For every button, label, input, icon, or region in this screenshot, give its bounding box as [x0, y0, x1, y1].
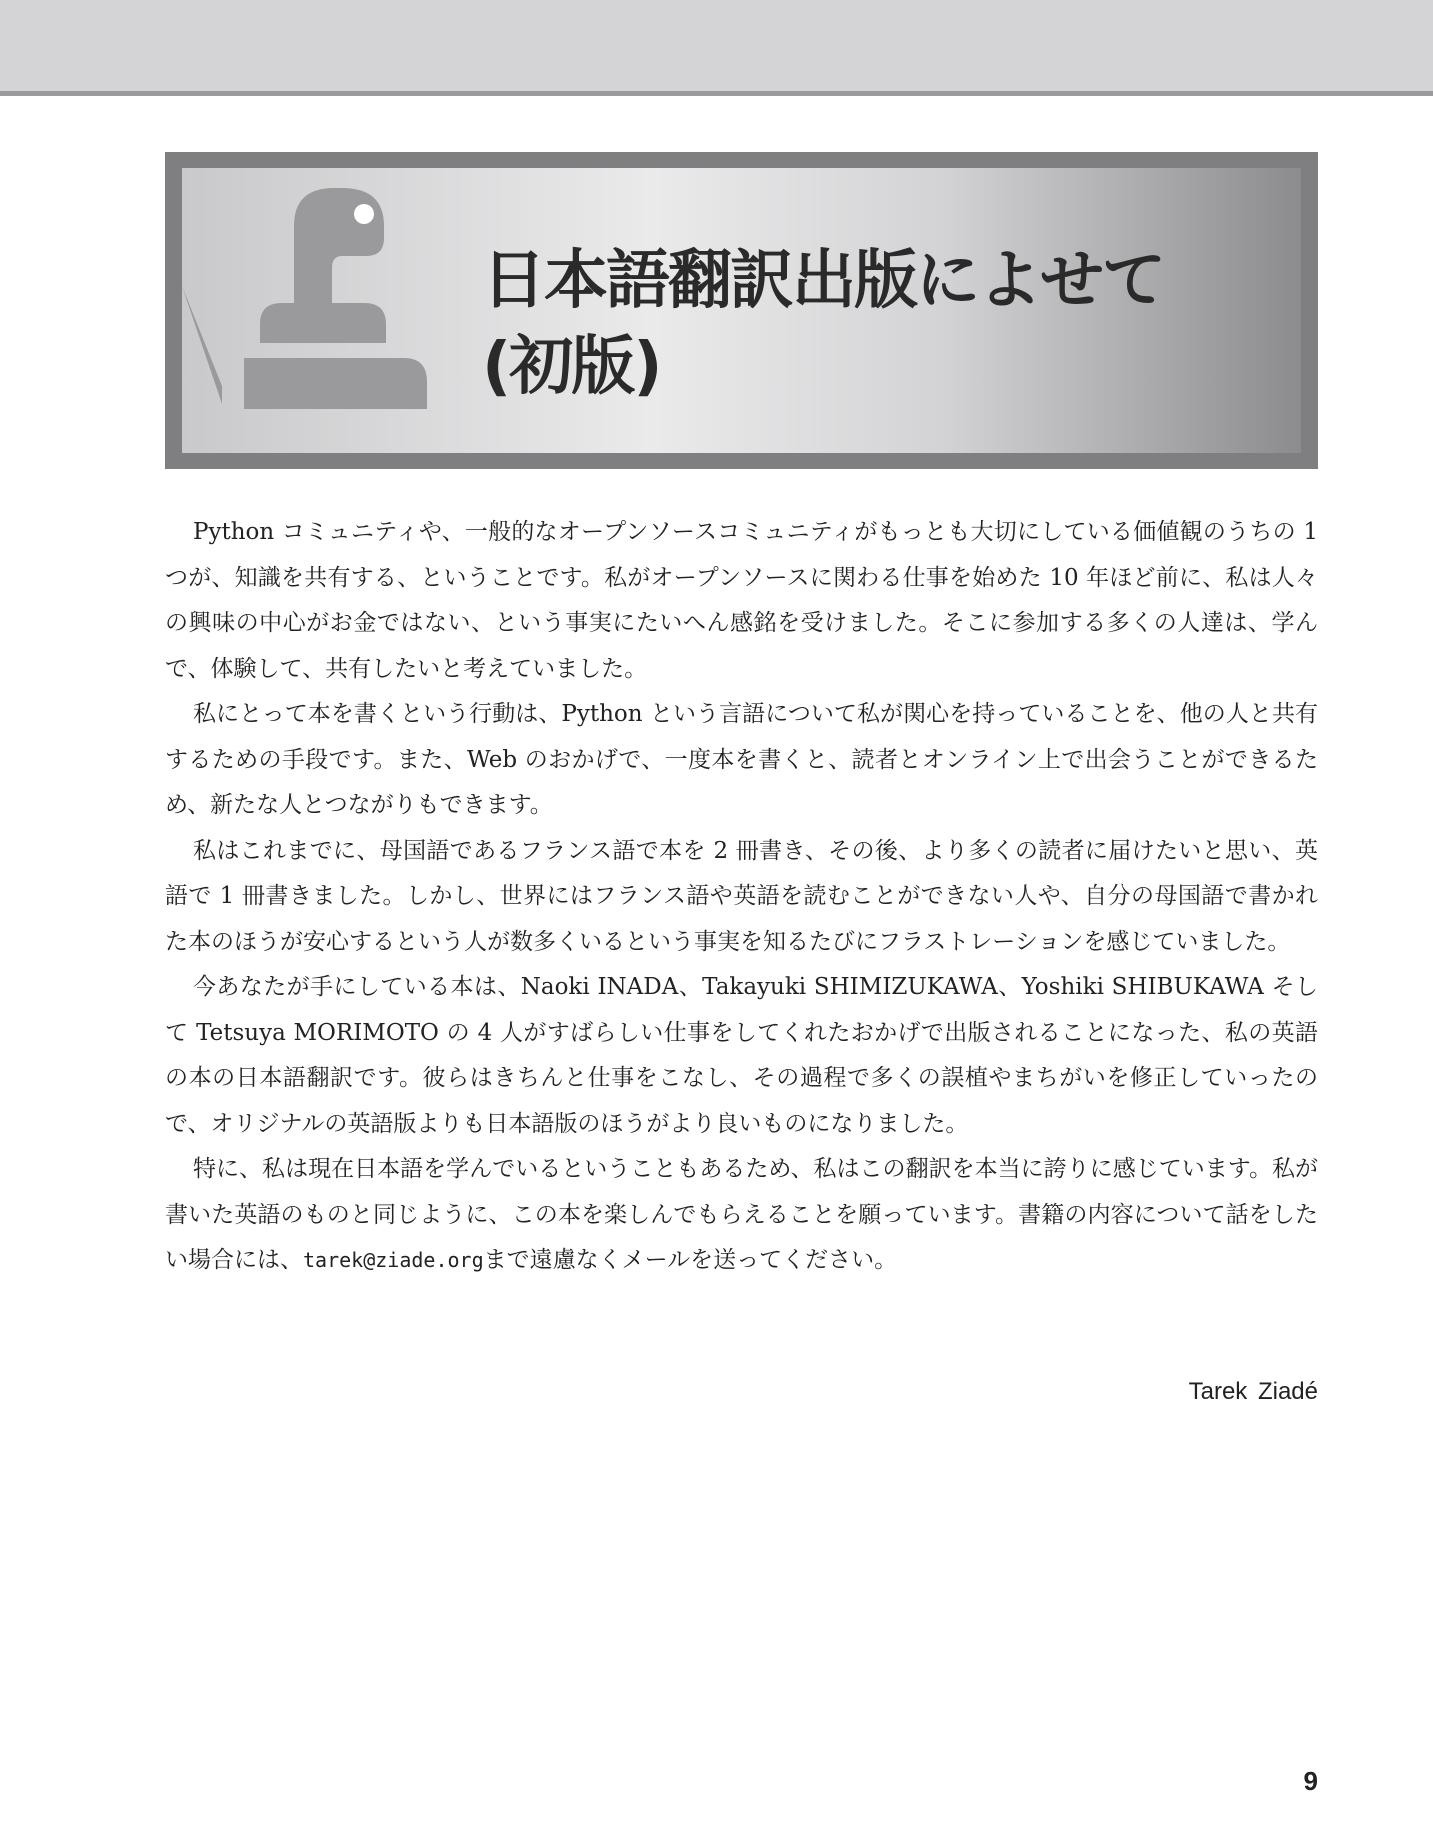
author-signature: Tarek Ziadé: [1188, 1378, 1318, 1405]
paragraph: Python コミュニティや、一般的なオープンソースコミュニティがもっとも大切にしている価値観のうちの 1 つが、知識を共有する、ということです。私がオープンソースに関わる仕事を始めた 10 年ほど前に、私は人々の興味の中心がお金ではない、という事実にたいへん感銘を受けました。そこに参加する多くの人達は、学んで、体験して、共有したいと考えていました。: [165, 519, 1318, 682]
banner-inner: [182, 168, 1301, 453]
chapter-title: [482, 238, 1164, 410]
page-number: 9: [1303, 1766, 1318, 1796]
paragraph-last: [165, 1147, 1318, 1284]
paragraph: 私にとって本を書くという行動は、Python という言語について私が関心を持っていることを、他の人と共有するための手段です。また、Web のおかげで、一度本を書くと、読者とオンライン上で出会うことができるため、新たな人とつながりもできます。: [165, 701, 1318, 818]
paragraph-text-end: まで遠慮なくメールを送ってください。: [483, 1247, 898, 1273]
chapter-title-line1: 日本語翻訳出版によせて: [482, 244, 1164, 318]
chapter-title-line2: (初版): [482, 330, 661, 404]
python-snake-logo-icon: [182, 168, 472, 453]
chapter-banner: [165, 152, 1318, 469]
body-text: [165, 510, 1318, 1284]
paragraph: 私はこれまでに、母国語であるフランス語で本を 2 冊書き、その後、より多くの読者に届けたいと思い、英語で 1 冊書きました。しかし、世界にはフランス語や英語を読むことができない人や、自分の母国語で書かれた本のほうが安心するという人が数多くいるという事実を知るたびにフラストレーションを感じていました。: [165, 837, 1318, 955]
email-address: tarek@ziade.org: [303, 1248, 484, 1272]
paragraph-text: 特に、私は現在日本語を学んでいるということもあるため、私はこの翻訳を本当に誇りに感じています。私が書いた英語のものと同じように、この本を楽しんでもらえることを願っています。書籍の内容について話をしたい場合には、: [165, 1156, 1318, 1273]
top-band: [0, 0, 1433, 96]
paragraph: 今あなたが手にしている本は、Naoki INADA、Takayuki SHIMIZUKAWA、Yoshiki SHIBUKAWA そして Tetsuya MORIMOTO の 4 人がすばらしい仕事をしてくれたおかげで出版されることになった、私の英語の本の日本語翻訳です。彼らはきちんと仕事をこなし、その過程で多くの誤植やまちがいを修正していったので、オリジナルの英語版よりも日本語版のほうがより良いものになりました。: [165, 974, 1318, 1137]
